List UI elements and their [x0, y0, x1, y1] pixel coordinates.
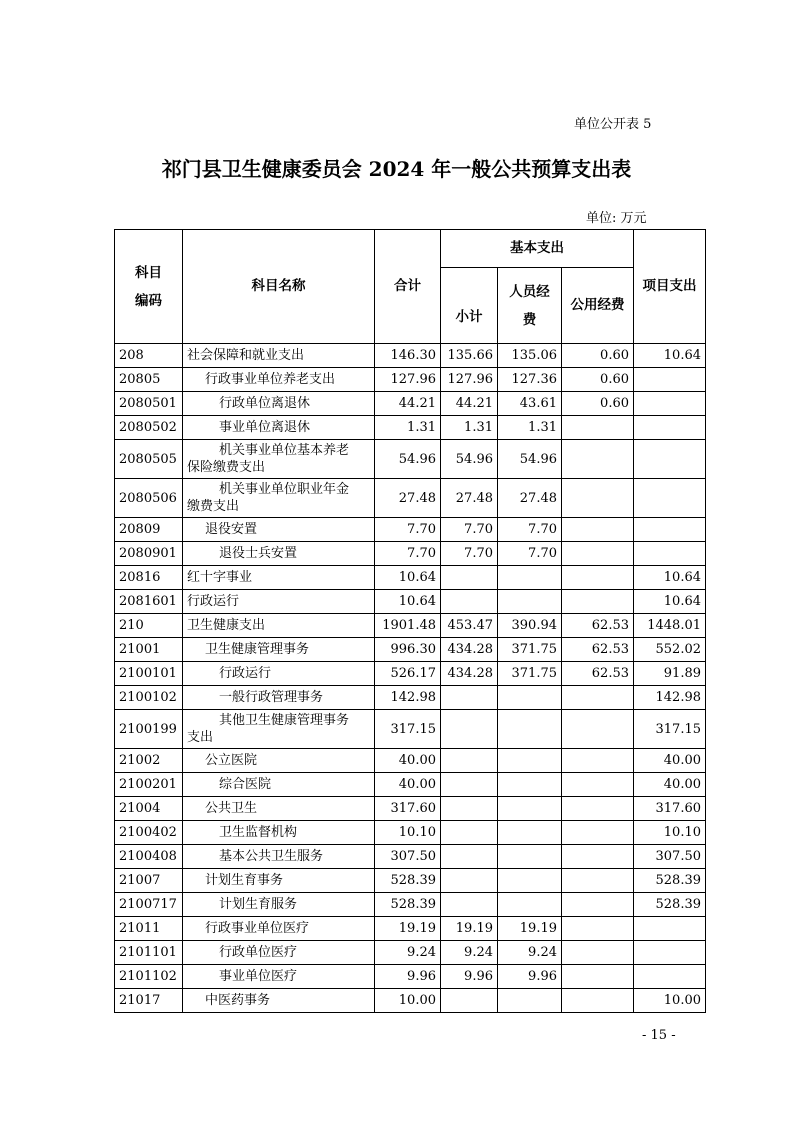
- cell-project: [634, 965, 706, 989]
- header-personnel-line2: 费: [522, 311, 537, 328]
- cell-subtotal: [441, 845, 498, 869]
- table-row: [115, 416, 706, 440]
- cell-subtotal: [441, 566, 498, 590]
- cell-total: 7.70: [375, 518, 441, 542]
- cell-public: [562, 479, 634, 518]
- cell-subtotal: 54.96: [441, 440, 498, 479]
- cell-project: [634, 917, 706, 941]
- cell-public: [562, 686, 634, 710]
- header-code-line1: 科目: [135, 264, 162, 281]
- unit-label: 单位: 万元: [586, 211, 647, 226]
- table-row: [115, 479, 706, 518]
- table-row: [115, 710, 706, 749]
- cell-personnel: 127.36: [498, 368, 562, 392]
- table-row: [115, 749, 706, 773]
- cell-personnel: 135.06: [498, 344, 562, 368]
- cell-code: 21007: [115, 869, 183, 893]
- cell-total: 10.64: [375, 566, 441, 590]
- cell-total: 10.10: [375, 821, 441, 845]
- cell-name-line2: 缴费支出: [187, 499, 240, 514]
- cell-project: [634, 440, 706, 479]
- cell-total: 528.39: [375, 893, 441, 917]
- table-row: [115, 518, 706, 542]
- cell-code: 2100717: [115, 893, 183, 917]
- cell-subtotal: 9.24: [441, 941, 498, 965]
- table-row: [115, 392, 706, 416]
- cell-personnel: 54.96: [498, 440, 562, 479]
- cell-public: [562, 542, 634, 566]
- cell-personnel: [498, 773, 562, 797]
- cell-code: 2101101: [115, 941, 183, 965]
- table-row: [115, 893, 706, 917]
- cell-project: 142.98: [634, 686, 706, 710]
- cell-code: 2080506: [115, 479, 183, 518]
- header-personnel-line1: 人员经: [509, 283, 550, 300]
- table-row: [115, 638, 706, 662]
- table-row: [115, 845, 706, 869]
- cell-total: 19.19: [375, 917, 441, 941]
- table-tag: 单位公开表 5: [574, 117, 652, 132]
- table-row: [115, 344, 706, 368]
- cell-code: 2100102: [115, 686, 183, 710]
- cell-subtotal: 1.31: [441, 416, 498, 440]
- cell-total: 40.00: [375, 773, 441, 797]
- cell-subtotal: [441, 797, 498, 821]
- cell-total: 9.96: [375, 965, 441, 989]
- cell-subtotal: 7.70: [441, 518, 498, 542]
- cell-personnel: [498, 797, 562, 821]
- cell-personnel: [498, 686, 562, 710]
- cell-public: [562, 566, 634, 590]
- cell-personnel: 7.70: [498, 542, 562, 566]
- table-row: [115, 917, 706, 941]
- cell-name: 事业单位医疗: [183, 965, 375, 989]
- cell-public: [562, 893, 634, 917]
- cell-code: 21017: [115, 989, 183, 1013]
- header-personnel: [498, 268, 562, 344]
- cell-total: 1.31: [375, 416, 441, 440]
- cell-project: [634, 368, 706, 392]
- cell-code: 2100408: [115, 845, 183, 869]
- cell-total: 317.60: [375, 797, 441, 821]
- cell-code: 2101102: [115, 965, 183, 989]
- cell-project: 10.00: [634, 989, 706, 1013]
- table-row: [115, 821, 706, 845]
- cell-subtotal: 434.28: [441, 662, 498, 686]
- cell-total: 996.30: [375, 638, 441, 662]
- cell-public: [562, 710, 634, 749]
- cell-personnel: 1.31: [498, 416, 562, 440]
- cell-project: [634, 542, 706, 566]
- cell-code: 2100201: [115, 773, 183, 797]
- cell-personnel: [498, 869, 562, 893]
- cell-public: [562, 821, 634, 845]
- cell-public: [562, 869, 634, 893]
- header-total: 合计: [375, 230, 441, 344]
- cell-code: 20805: [115, 368, 183, 392]
- cell-subtotal: [441, 989, 498, 1013]
- cell-personnel: [498, 989, 562, 1013]
- cell-name: 行政单位医疗: [183, 941, 375, 965]
- cell-code: 21011: [115, 917, 183, 941]
- cell-public: [562, 590, 634, 614]
- cell-public: 62.53: [562, 662, 634, 686]
- cell-name: 公立医院: [183, 749, 375, 773]
- cell-personnel: [498, 845, 562, 869]
- cell-total: 9.24: [375, 941, 441, 965]
- cell-name: 行政单位离退休: [183, 392, 375, 416]
- budget-table: [114, 229, 706, 1013]
- cell-total: 54.96: [375, 440, 441, 479]
- cell-total: 307.50: [375, 845, 441, 869]
- cell-project: 552.02: [634, 638, 706, 662]
- cell-name: 行政运行: [183, 590, 375, 614]
- cell-name: [183, 479, 375, 518]
- cell-subtotal: 453.47: [441, 614, 498, 638]
- cell-project: [634, 392, 706, 416]
- cell-code: 20809: [115, 518, 183, 542]
- cell-personnel: 9.96: [498, 965, 562, 989]
- cell-name: 行政事业单位医疗: [183, 917, 375, 941]
- cell-name: 卫生监督机构: [183, 821, 375, 845]
- cell-personnel: 43.61: [498, 392, 562, 416]
- cell-total: 142.98: [375, 686, 441, 710]
- cell-subtotal: [441, 821, 498, 845]
- cell-public: 0.60: [562, 344, 634, 368]
- table-row: [115, 662, 706, 686]
- cell-code: 210: [115, 614, 183, 638]
- cell-project: 40.00: [634, 749, 706, 773]
- cell-project: 10.10: [634, 821, 706, 845]
- cell-public: [562, 749, 634, 773]
- table-row: [115, 368, 706, 392]
- cell-total: 7.70: [375, 542, 441, 566]
- table-body: [115, 344, 706, 1013]
- cell-total: 27.48: [375, 479, 441, 518]
- table-row: [115, 542, 706, 566]
- table-row: [115, 566, 706, 590]
- cell-public: 0.60: [562, 368, 634, 392]
- cell-personnel: 19.19: [498, 917, 562, 941]
- cell-name: 退役安置: [183, 518, 375, 542]
- cell-name: 综合医院: [183, 773, 375, 797]
- cell-public: [562, 989, 634, 1013]
- cell-subtotal: 7.70: [441, 542, 498, 566]
- cell-project: 10.64: [634, 566, 706, 590]
- cell-code: 2081601: [115, 590, 183, 614]
- table-row: [115, 590, 706, 614]
- table-row: [115, 989, 706, 1013]
- table-row: [115, 941, 706, 965]
- cell-subtotal: 127.96: [441, 368, 498, 392]
- cell-personnel: 371.75: [498, 662, 562, 686]
- cell-public: [562, 440, 634, 479]
- cell-project: [634, 479, 706, 518]
- cell-project: 317.15: [634, 710, 706, 749]
- cell-name: 行政事业单位养老支出: [183, 368, 375, 392]
- header-code: [115, 230, 183, 344]
- cell-name-line1: 机关事业单位职业年金: [219, 482, 350, 497]
- cell-project: 528.39: [634, 893, 706, 917]
- cell-public: 0.60: [562, 392, 634, 416]
- cell-public: [562, 965, 634, 989]
- cell-public: 62.53: [562, 638, 634, 662]
- cell-total: 127.96: [375, 368, 441, 392]
- header-code-line2: 编码: [135, 292, 162, 309]
- cell-code: 208: [115, 344, 183, 368]
- cell-total: 146.30: [375, 344, 441, 368]
- cell-name-line2: 支出: [187, 730, 214, 745]
- cell-name: 一般行政管理事务: [183, 686, 375, 710]
- cell-personnel: 7.70: [498, 518, 562, 542]
- cell-name: 卫生健康支出: [183, 614, 375, 638]
- cell-total: 526.17: [375, 662, 441, 686]
- table-row: [115, 614, 706, 638]
- cell-personnel: [498, 566, 562, 590]
- cell-name-line2: 保险缴费支出: [187, 460, 266, 475]
- cell-public: [562, 797, 634, 821]
- cell-project: 317.60: [634, 797, 706, 821]
- cell-subtotal: [441, 869, 498, 893]
- cell-total: 1901.48: [375, 614, 441, 638]
- table-row: [115, 869, 706, 893]
- cell-personnel: 390.94: [498, 614, 562, 638]
- cell-name-line1: 机关事业单位基本养老: [219, 443, 350, 458]
- cell-subtotal: [441, 893, 498, 917]
- cell-public: [562, 773, 634, 797]
- table-row: [115, 965, 706, 989]
- cell-code: 2100101: [115, 662, 183, 686]
- table-row: [115, 773, 706, 797]
- page-title: 祁门县卫生健康委员会 2024 年一般公共预算支出表: [161, 157, 632, 181]
- cell-name: 基本公共卫生服务: [183, 845, 375, 869]
- header-basic: 基本支出: [441, 230, 634, 268]
- cell-code: 21002: [115, 749, 183, 773]
- cell-code: 2080502: [115, 416, 183, 440]
- cell-name: 计划生育事务: [183, 869, 375, 893]
- cell-public: [562, 917, 634, 941]
- cell-project: 40.00: [634, 773, 706, 797]
- cell-subtotal: 27.48: [441, 479, 498, 518]
- cell-code: 2080501: [115, 392, 183, 416]
- cell-subtotal: [441, 590, 498, 614]
- cell-project: [634, 416, 706, 440]
- page-number: - 15 -: [642, 1028, 676, 1043]
- cell-name: 卫生健康管理事务: [183, 638, 375, 662]
- cell-total: 528.39: [375, 869, 441, 893]
- cell-name: 公共卫生: [183, 797, 375, 821]
- cell-name: 事业单位离退休: [183, 416, 375, 440]
- cell-project: 10.64: [634, 344, 706, 368]
- cell-code: 20816: [115, 566, 183, 590]
- cell-personnel: [498, 590, 562, 614]
- cell-name: [183, 440, 375, 479]
- header-subtotal: 小计: [441, 268, 498, 344]
- table-row: [115, 797, 706, 821]
- cell-personnel: 371.75: [498, 638, 562, 662]
- cell-personnel: 9.24: [498, 941, 562, 965]
- cell-name: 退役士兵安置: [183, 542, 375, 566]
- cell-subtotal: 19.19: [441, 917, 498, 941]
- cell-name-line1: 其他卫生健康管理事务: [219, 713, 350, 728]
- cell-name: 行政运行: [183, 662, 375, 686]
- cell-total: 44.21: [375, 392, 441, 416]
- table-row: [115, 686, 706, 710]
- header-name: 科目名称: [183, 230, 375, 344]
- cell-public: [562, 941, 634, 965]
- cell-project: 1448.01: [634, 614, 706, 638]
- cell-personnel: [498, 710, 562, 749]
- cell-subtotal: 44.21: [441, 392, 498, 416]
- header-public: 公用经费: [562, 268, 634, 344]
- cell-name: 社会保障和就业支出: [183, 344, 375, 368]
- cell-name: 中医药事务: [183, 989, 375, 1013]
- cell-personnel: 27.48: [498, 479, 562, 518]
- cell-subtotal: [441, 710, 498, 749]
- cell-personnel: [498, 821, 562, 845]
- table-row: [115, 440, 706, 479]
- cell-total: 40.00: [375, 749, 441, 773]
- cell-project: [634, 518, 706, 542]
- cell-subtotal: [441, 749, 498, 773]
- cell-name: 红十字事业: [183, 566, 375, 590]
- cell-subtotal: [441, 773, 498, 797]
- cell-code: 21001: [115, 638, 183, 662]
- cell-name: [183, 710, 375, 749]
- cell-total: 10.64: [375, 590, 441, 614]
- cell-subtotal: 9.96: [441, 965, 498, 989]
- cell-code: 21004: [115, 797, 183, 821]
- cell-name: 计划生育服务: [183, 893, 375, 917]
- cell-code: 2100402: [115, 821, 183, 845]
- cell-code: 2080505: [115, 440, 183, 479]
- cell-project: 307.50: [634, 845, 706, 869]
- cell-code: 2100199: [115, 710, 183, 749]
- cell-project: [634, 941, 706, 965]
- cell-public: [562, 416, 634, 440]
- cell-personnel: [498, 893, 562, 917]
- cell-public: [562, 845, 634, 869]
- cell-project: 10.64: [634, 590, 706, 614]
- cell-public: [562, 518, 634, 542]
- header-project: 项目支出: [634, 230, 706, 344]
- cell-subtotal: 434.28: [441, 638, 498, 662]
- cell-personnel: [498, 749, 562, 773]
- cell-code: 2080901: [115, 542, 183, 566]
- cell-project: 528.39: [634, 869, 706, 893]
- cell-total: 317.15: [375, 710, 441, 749]
- cell-subtotal: 135.66: [441, 344, 498, 368]
- cell-project: 91.89: [634, 662, 706, 686]
- cell-subtotal: [441, 686, 498, 710]
- cell-total: 10.00: [375, 989, 441, 1013]
- cell-public: 62.53: [562, 614, 634, 638]
